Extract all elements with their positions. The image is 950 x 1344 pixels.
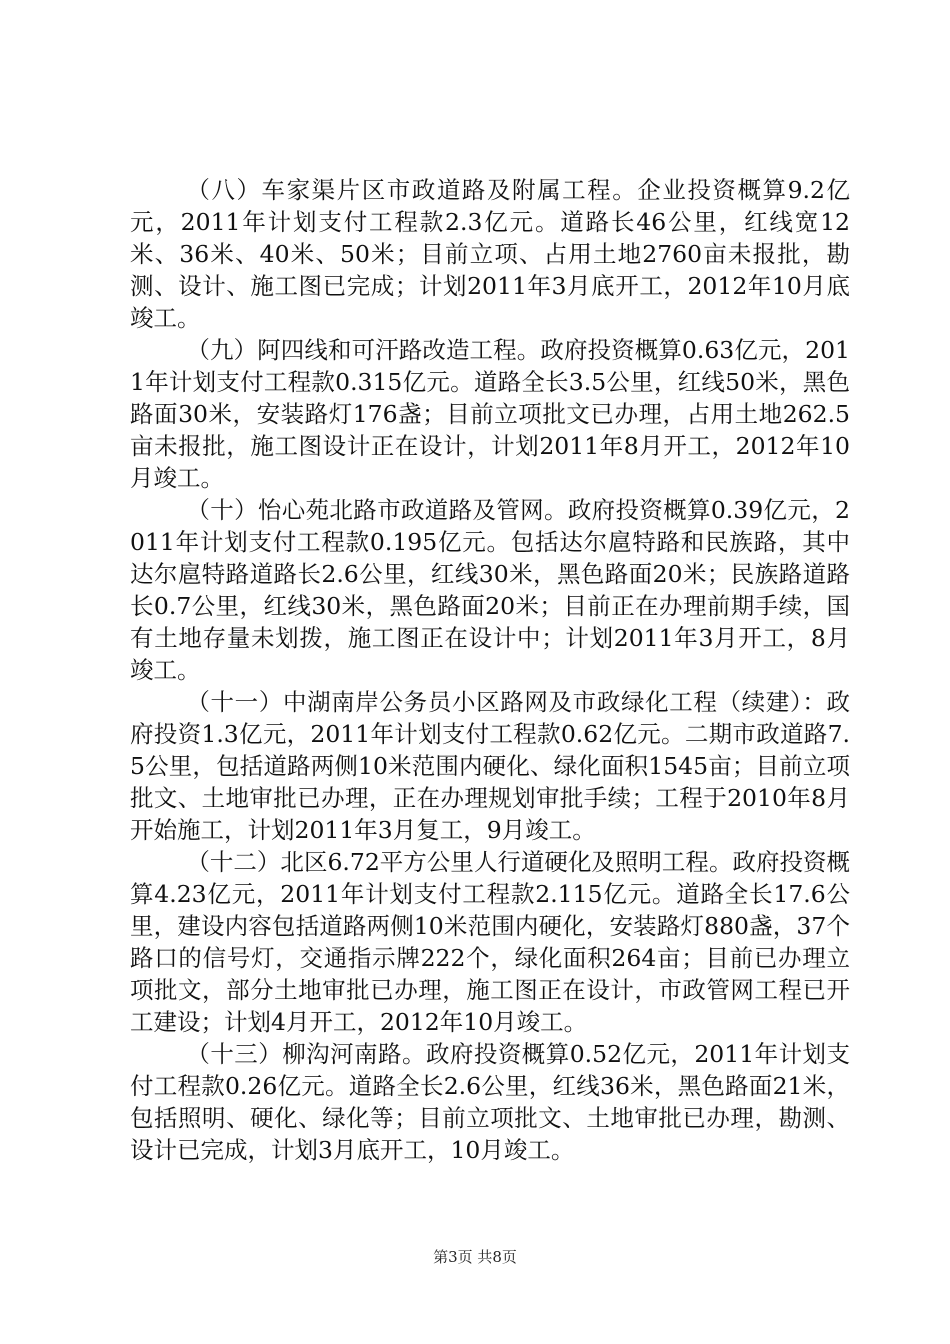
paragraph-9: （九）阿四线和可汗路改造工程。政府投资概算0.63亿元，2011年计划支付工程款0.315亿元。道路全长3.5公里，红线50米，黑色路面30米，安装路灯176盏；目前立项批文已办理，占用土地262.5亩未报批，施工图设计正在设计，计划2011年8月开工，2012年10月竣工。 bbox=[130, 336, 850, 492]
paragraph-13: （十三）柳沟河南路。政府投资概算0.52亿元，2011年计划支付工程款0.26亿元。道路全长2.6公里，红线36米，黑色路面21米，包括照明、硬化、绿化等；目前立项批文、土地审批已办理，勘测、设计已完成，计划3月底开工，10月竣工。 bbox=[130, 1040, 850, 1164]
paragraph-11: （十一）中湖南岸公务员小区路网及市政绿化工程（续建）：政府投资1.3亿元，2011年计划支付工程款0.62亿元。二期市政道路7.5公里，包括道路两侧10米范围内硬化、绿化面积1545亩；目前立项批文、土地审批已办理，正在办理规划审批手续；工程于2010年8月开始施工，计划2011年3月复工，9月竣工。 bbox=[130, 688, 850, 844]
document-body bbox=[130, 174, 850, 1166]
paragraph-12: （十二）北区6.72平方公里人行道硬化及照明工程。政府投资概算4.23亿元，2011年计划支付工程款2.115亿元。道路全长17.6公里，建设内容包括道路两侧10米范围内硬化，安装路灯880盏，37个路口的信号灯，交通指示牌222个，绿化面积264亩；目前已办理立项批文，部分土地审批已办理，施工图正在设计，市政管网工程已开工建设；计划4月开工，2012年10月竣工。 bbox=[130, 848, 850, 1036]
paragraph-8: （八）车家渠片区市政道路及附属工程。企业投资概算9.2亿元，2011年计划支付工程款2.3亿元。道路长46公里，红线宽12米、36米、40米、50米；目前立项、占用土地2760亩未报批，勘测、设计、施工图已完成；计划2011年3月底开工，2012年10月底竣工。 bbox=[130, 176, 850, 332]
paragraph-10: （十）怡心苑北路市政道路及管网。政府投资概算0.39亿元，2011年计划支付工程款0.195亿元。包括达尔扈特路和民族路，其中达尔扈特路道路长2.6公里，红线30米，黑色路面20米；民族路道路长0.7公里，红线30米，黑色路面20米；目前正在办理前期手续，国有土地存量未划拨，施工图正在设计中；计划2011年3月开工，8月竣工。 bbox=[130, 496, 850, 684]
page-footer: 第3页 共8页 bbox=[433, 1248, 517, 1266]
